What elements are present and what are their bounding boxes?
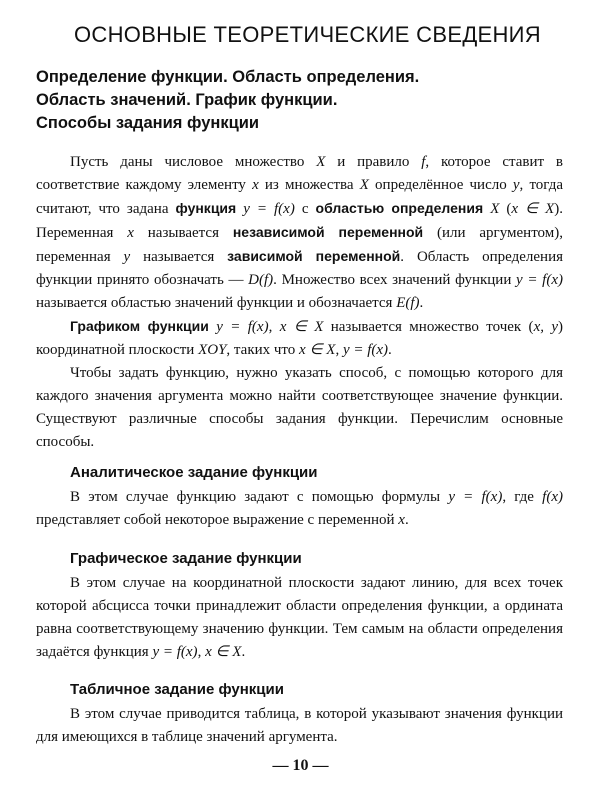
paragraph-definition: Пусть даны числовое множество X и правило f, которое ставит в соответствие каждому элементу x из множества X определённое число y, тогда считают, что задана функция y = f(x) с областью определения X (x ∈ X). Переменная x называется независимой переменной (или аргументом), переменная y называется зависимой переменной. Область определения функции принято обозначать — D(f). Множество всех значений функции y = f(x) называется областью значений функции и обозначается E(f). bbox=[36, 154, 564, 311]
page-header: ОСНОВНЫЕ ТЕОРЕТИЧЕСКИЕ СВЕДЕНИЯ bbox=[74, 22, 541, 47]
analytic-text: В этом случае функцию задают с помощью формулы y = f(x), где f(x) представляет собой некоторое выражение с переменной x. bbox=[36, 489, 563, 528]
term-independent-variable: независимой переменной bbox=[232, 224, 424, 240]
table-text: В этом случае приводится таблица, в которой указывают значения функции для имеющихся в таблице значений аргумента. bbox=[36, 706, 563, 745]
intro-text bbox=[36, 151, 563, 454]
page-number: — 10 — bbox=[272, 757, 329, 774]
paragraph-methods: Чтобы задать функцию, нужно указать способ, с помощью которого для каждого значения аргумента можно найти соответствующее значение функции. Существуют различные способы задания функции. Перечислим основные способы. bbox=[36, 365, 563, 450]
term-dependent-variable: зависимой переменной bbox=[227, 248, 401, 264]
subheading-graphic: Графическое задание функции bbox=[70, 550, 302, 567]
section-title bbox=[36, 66, 576, 135]
term-function: функция bbox=[175, 200, 237, 216]
section-title-line: Способы задания функции bbox=[36, 114, 260, 132]
term-graph: Графиком функции bbox=[70, 318, 209, 334]
paragraph-graph-definition: Графиком функции y = f(x), x ∈ X называется множество точек (x, y) координатной плоскости XOY, таких что x ∈ X, y = f(x). bbox=[36, 318, 564, 358]
section-title-line: Определение функции. Область определения. bbox=[36, 68, 420, 86]
subheading-table: Табличное задание функции bbox=[70, 681, 284, 698]
term-domain: областью определения bbox=[315, 200, 484, 216]
section-title-line: Область значений. График функции. bbox=[36, 91, 338, 109]
graphic-text: В этом случае на координатной плоскости задают линию, для всех точек которой абсцисса точки принадлежит области определения функции, а ордината равна соответствующему значению функции. Тем самым на области определения задаётся функция y = f(x), x ∈ X. bbox=[36, 575, 563, 660]
subheading-analytic: Аналитическое задание функции bbox=[70, 464, 318, 481]
